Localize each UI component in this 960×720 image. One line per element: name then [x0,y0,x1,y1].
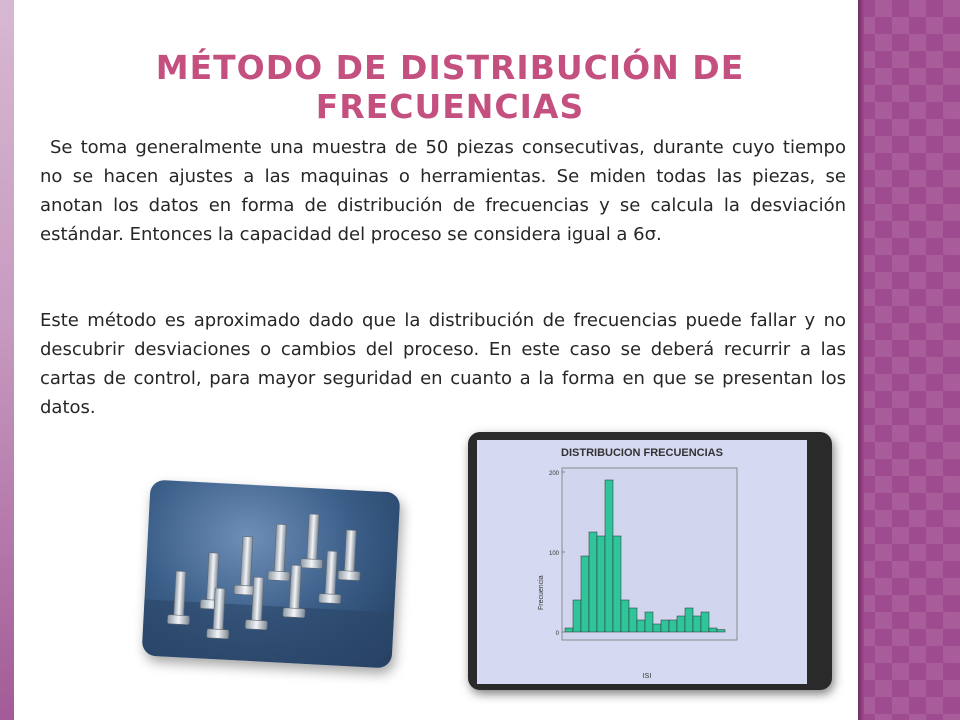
histogram-bar [605,480,613,632]
histogram-bar [645,612,653,632]
histogram-bar [621,600,629,632]
bolts-illustration [142,480,401,669]
histogram-bar [589,532,597,632]
chart-title: DISTRIBUCION FRECUENCIAS [561,447,723,459]
histogram-bar [661,620,669,632]
histogram-bar [677,616,685,632]
histogram-bar [613,536,621,632]
decorative-pattern-band [858,0,960,720]
histogram-bar [709,628,717,632]
y-tick-label: 100 [548,551,559,557]
histogram-bar [581,556,589,632]
y-tick-label: 200 [548,471,559,477]
left-accent-bar [0,0,14,720]
histogram-bar [669,620,677,632]
histogram-bar [629,608,637,632]
histogram-bar [701,612,709,632]
histogram-bar [693,616,701,632]
histogram-chart [477,440,807,684]
slide-title: MÉTODO DE DISTRIBUCIÓN DE FRECUENCIAS [155,48,745,126]
y-tick-label: 0 [555,631,559,637]
histogram-bar [573,600,581,632]
histogram-bar [565,628,573,632]
paragraph-sampling: Se toma generalmente una muestra de 50 piezas consecutivas, durante cuyo tiempo no se hacen ajustes a las maquinas o herramientas. Se miden todas las piezas, se anotan los datos en forma de distribución de frecuencias y se calcula la desviación estándar. Entonces la capacidad del proceso se considera igual a 6σ. [40,137,846,245]
histogram-bar [685,608,693,632]
x-axis-label: ISI [642,673,652,680]
paragraph-method-note: Este método es aproximado dado que la distribución de frecuencias puede fallar y no descubrir desviaciones o cambios del proceso. En este caso se deberá recurrir a las cartas de control, para mayor seguridad en cuanto a la forma en que se presentan los datos. [40,310,846,418]
y-axis-label: Frecuencia [538,575,545,610]
bolts-photo [142,480,401,669]
histogram-bar [597,536,605,632]
histogram-bar [637,620,645,632]
histogram-bar [717,630,725,632]
histogram-bar [653,624,661,632]
